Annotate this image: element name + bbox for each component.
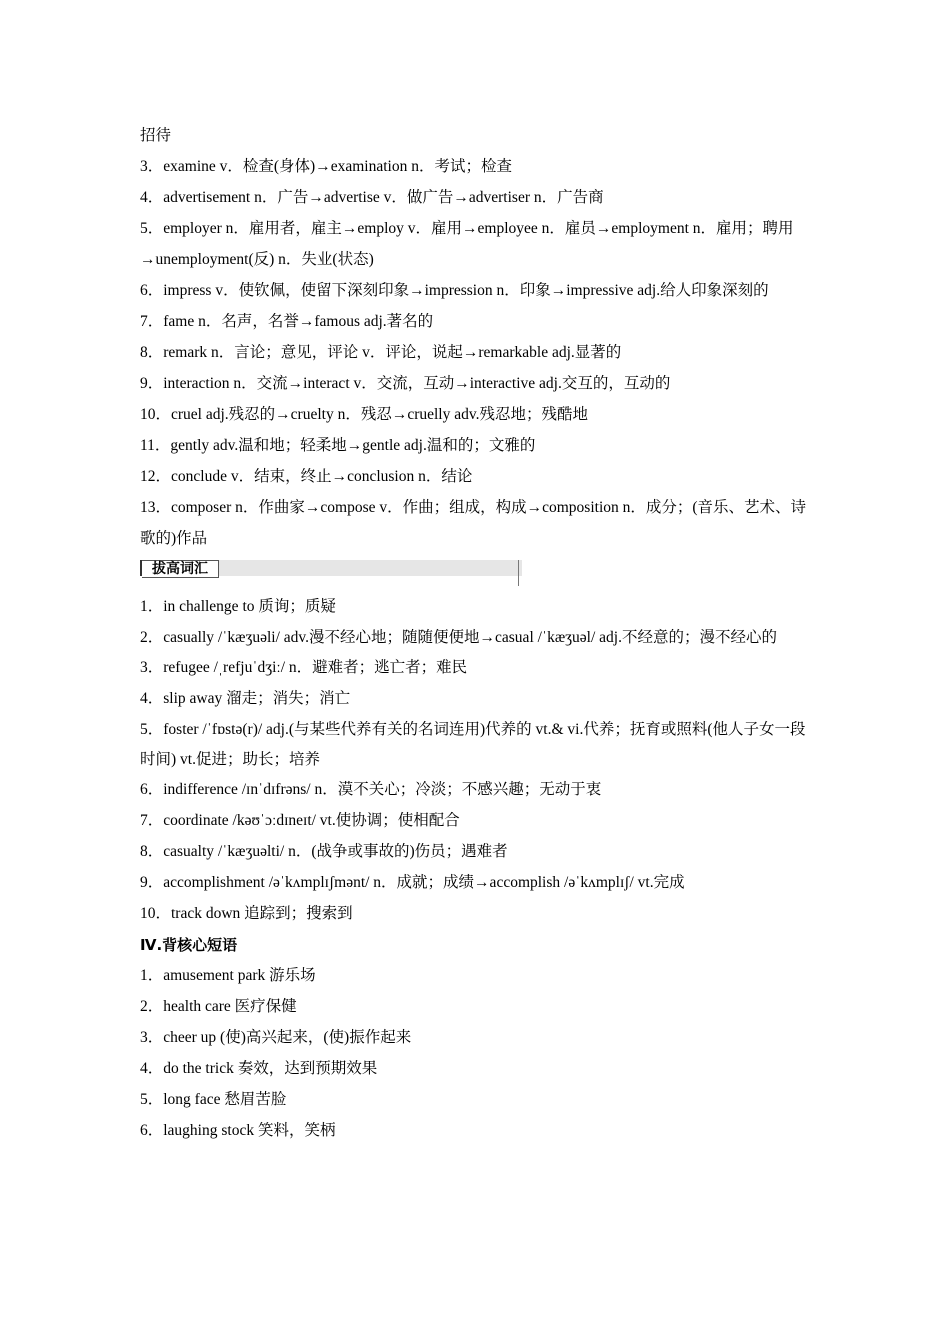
vocab-line-3: 3．examine v．检查(身体)→examination n．考试；检查: [140, 158, 512, 175]
advanced-line-5: 5．foster /ˈfɒstə(r)/ adj.(与某些代养有关的名词连用)代养的 vt.& vi.代养；抚育或照料(他人子女一段时间) vt.促进；助长；培养: [140, 721, 806, 768]
document-page: [140, 120, 820, 1147]
advanced-line-3: 3．refugee /ˌrefjuˈdʒiː/ n．避难者；逃亡者；难民: [140, 659, 468, 676]
vocab-line-7: 7．fame n．名声，名誉→famous adj.著名的: [140, 313, 434, 330]
phrase-line-3: 3．cheer up (使)高兴起来，(使)振作起来: [140, 1029, 412, 1046]
banner-label: 拔高词汇: [142, 560, 219, 578]
vocab-line-10: 10．cruel adj.残忍的→cruelty n．残忍→cruelly adv.残忍地；残酷地: [140, 406, 588, 423]
advanced-line-6: 6．indifference /ɪnˈdɪfrəns/ n．漠不关心；冷淡；不感兴趣；无动于衷: [140, 781, 602, 798]
advanced-line-1: 1．in challenge to 质询；质疑: [140, 598, 336, 615]
advanced-line-7: 7．coordinate /kəʊˈɔːdɪneɪt/ vt.使协调；使相配合: [140, 812, 460, 829]
vocab-line-13: 13．composer n．作曲家→compose v．作曲；组成，构成→composition n．成分；(音乐、艺术、诗歌的)作品: [140, 499, 807, 547]
phrase-line-6: 6．laughing stock 笑料，笑柄: [140, 1122, 336, 1139]
advanced-line-9: 9．accomplishment /əˈkʌmplɪʃmənt/ n．成就；成绩→accomplish /əˈkʌmplɪʃ/ vt.完成: [140, 874, 685, 891]
text-line: 招待: [140, 127, 172, 144]
phrase-line-2: 2．health care 医疗保健: [140, 998, 297, 1015]
banner-divider: [518, 560, 519, 586]
advanced-line-8: 8．casualty /ˈkæʒuəlti/ n．(战争或事故的)伤员；遇难者: [140, 843, 508, 860]
advanced-vocab-banner: [140, 556, 820, 586]
phrase-line-5: 5．long face 愁眉苦脸: [140, 1091, 287, 1108]
vocab-line-12: 12．conclude v．结束，终止→conclusion n．结论: [140, 468, 473, 485]
vocab-line-5: 5．employer n．雇用者，雇主→employ v．雇用→employee n．雇员→employment n．雇用；聘用→unemployment(反) n．失业(状态): [140, 220, 794, 268]
phrase-line-1: 1．amusement park 游乐场: [140, 967, 316, 984]
section-heading-phrases: Ⅳ.背核心短语: [140, 936, 238, 954]
advanced-line-10: 10．track down 追踪到；搜索到: [140, 905, 353, 922]
vocab-line-11: 11．gently adv.温和地；轻柔地→gentle adj.温和的；文雅的: [140, 437, 536, 454]
vocab-line-4: 4．advertisement n．广告→advertise v．做广告→advertiser n．广告商: [140, 189, 604, 206]
vocab-line-9: 9．interaction n．交流→interact v．交流，互动→interactive adj.交互的，互动的: [140, 375, 671, 392]
phrase-line-4: 4．do the trick 奏效，达到预期效果: [140, 1060, 378, 1077]
advanced-line-4: 4．slip away 溜走；消失；消亡: [140, 690, 351, 707]
vocab-line-6: 6．impress v．使钦佩，使留下深刻印象→impression n．印象→impressive adj.给人印象深刻的: [140, 282, 769, 299]
advanced-line-2: 2．casually /ˈkæʒuəli/ adv.漫不经心地；随随便便地→casual /ˈkæʒuəl/ adj.不经意的；漫不经心的: [140, 629, 777, 646]
vocab-line-8: 8．remark n．言论；意见，评论 v．评论，说起→remarkable adj.显著的: [140, 344, 622, 361]
